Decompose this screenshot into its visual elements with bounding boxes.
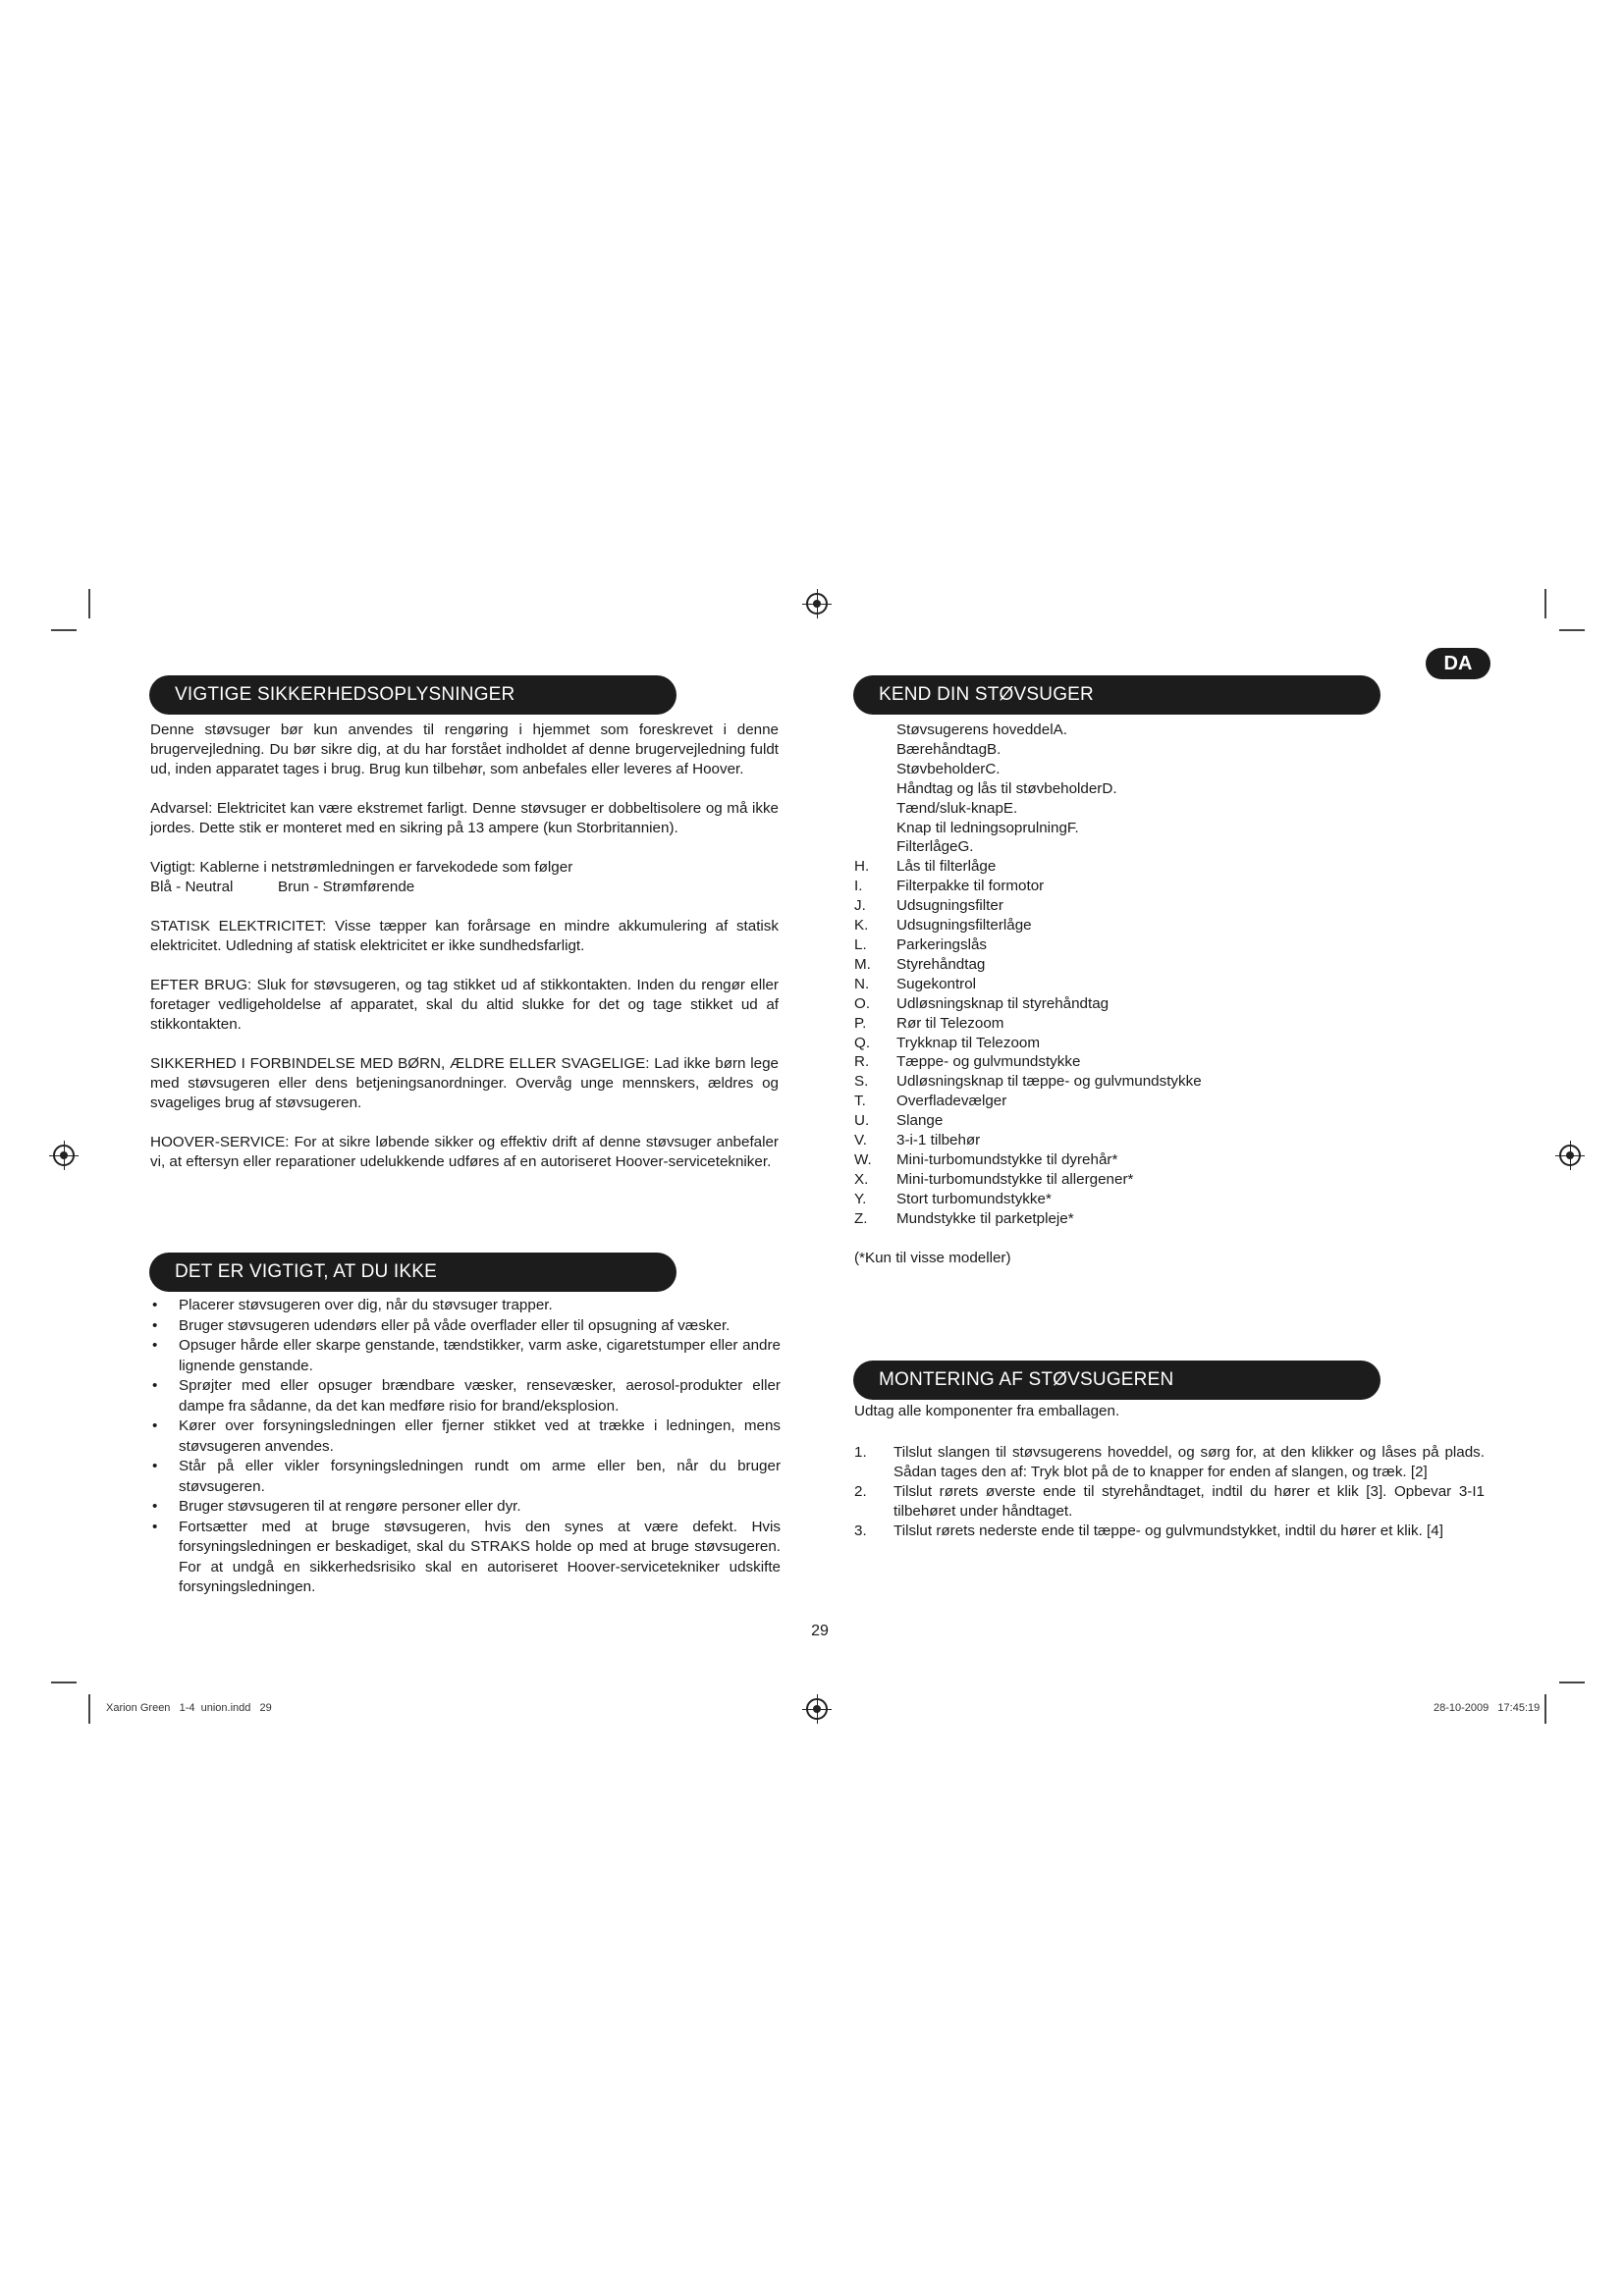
part-name: Mini-turbomundstykke til allergener*: [896, 1170, 1134, 1188]
dont-heading: DET ER VIGTIGT, AT DU IKKE: [149, 1253, 677, 1292]
list-item: [854, 1209, 1404, 1229]
part-name: Rør til Telezoom: [896, 1014, 1004, 1032]
cable-colors: [150, 878, 779, 897]
list-item: [854, 955, 1404, 975]
list-item: [854, 1131, 1404, 1150]
assembly-steps: [854, 1443, 1485, 1541]
part-name: Knap til ledningsoprulningF.: [896, 819, 1079, 836]
registration-mark-icon: [806, 593, 828, 614]
part-name: Mundstykke til parketpleje*: [896, 1209, 1074, 1227]
part-name: FilterlågeG.: [896, 838, 974, 856]
step-number: 1.: [854, 1444, 867, 1461]
dont-list: [150, 1296, 781, 1598]
list-item: [854, 916, 1404, 935]
list-item: [854, 1170, 1404, 1190]
list-item: [854, 799, 1404, 819]
step-text: Tilslut rørets nederste ende til tæppe- og gulvmundstykket, indtil du hører et klik. [4]: [893, 1522, 1443, 1539]
step-text: Tilslut slangen til støvsugerens hoveddel, og sørg for, at den klikker og låses på plads. Sådan tages den af: Tryk blot på de to knapper for enden af slangen, og træk. [2]: [893, 1444, 1485, 1480]
part-letter: U.: [854, 1112, 870, 1130]
part-letter: H.: [854, 858, 870, 876]
part-name: Udløsningsknap til styrehåndtag: [896, 994, 1110, 1012]
list-item: [854, 760, 1404, 779]
part-letter: X.: [854, 1170, 869, 1188]
part-letter: K.: [854, 917, 869, 934]
part-name: Udsugningsfilter: [896, 897, 1003, 915]
part-letter: Q.: [854, 1034, 871, 1051]
list-item: [854, 740, 1404, 760]
list-item: [854, 1150, 1404, 1170]
part-name: Slange: [896, 1112, 944, 1130]
part-name: Lås til filterlåge: [896, 858, 997, 876]
part-name: Filterpakke til formotor: [896, 878, 1045, 895]
part-name: Udsugningsfilterlåge: [896, 917, 1032, 934]
list-item: [854, 857, 1404, 877]
safety-paragraph: Denne støvsuger bør kun anvendes til rengøring i hjemmet som foreskrevet i denne brugervejledning. Du bør sikre dig, at du har forstået indholdet af denne brugervejledning fuldt ud, inden apparatet tages i brug. Brug kun tilbehør, som anbefales eller leveres af Hoover.: [150, 721, 779, 777]
step-text: Tilslut rørets øverste ende til styrehåndtaget, indtil du hører et klik [3]. Opbevar 3-I1 tilbehøret under håndtaget.: [893, 1483, 1485, 1520]
static-paragraph: STATISK ELEKTRICITET: Visse tæpper kan forårsage en mindre akkumulering af statisk elektricitet. Udledning af statisk elektricitet er ikke sundhedsfarligt.: [150, 918, 779, 954]
part-name: Parkeringslås: [896, 935, 988, 953]
crop-mark: [88, 1694, 90, 1724]
part-name: Stort turbomundstykke*: [896, 1190, 1052, 1207]
after-use-paragraph: EFTER BRUG: Sluk for støvsugeren, og tag stikket ud af stikkontakten. Inden du rengør eller foretager vedligeholdelse af apparatet, skal du altid slukke for det og tage stikket ud af stikkontakten.: [150, 977, 779, 1033]
list-item: [854, 1092, 1404, 1111]
step-number: 2.: [854, 1483, 867, 1500]
registration-mark-icon: [806, 1698, 828, 1720]
part-letter: M.: [854, 955, 871, 973]
list-item: • Placerer støvsugeren over dig, når du støvsuger trapper.: [150, 1296, 781, 1316]
part-letter: V.: [854, 1132, 867, 1149]
parts-footnote: (*Kun til visse modeller): [854, 1250, 1011, 1266]
list-item: [854, 994, 1404, 1014]
part-letter: Y.: [854, 1190, 867, 1207]
list-item: • Bruger støvsugeren udendørs eller på våde overflader eller til opsugning af væsker.: [150, 1316, 781, 1337]
crop-mark: [51, 1682, 77, 1683]
know-heading: KEND DIN STØVSUGER: [853, 675, 1380, 715]
part-name: Tænd/sluk-knapE.: [896, 799, 1018, 817]
service-paragraph: HOOVER-SERVICE: For at sikre løbende sikker og effektiv drift af denne støvsuger anbefaler vi, at eftersyn eller reparationer udelukkende udføres af en autoriseret Hoover-servicetekniker.: [150, 1134, 779, 1170]
language-badge: DA: [1426, 648, 1490, 679]
part-letter: J.: [854, 897, 866, 915]
part-name: Støvsugerens hoveddelA.: [896, 721, 1067, 738]
list-item: • Sprøjter med eller opsuger brændbare væsker, rensevæsker, aerosol-produkter eller dampe fra sådanne, da det kan medføre risio for brand/eksplosion.: [150, 1376, 781, 1416]
slug-filename: Xarion Green 1-4 union.indd 29: [106, 1702, 272, 1714]
list-item: [854, 1014, 1404, 1034]
cable-brown-label: Brun - Strømførende: [278, 879, 415, 895]
part-name: Trykknap til Telezoom: [896, 1034, 1041, 1051]
list-item: • Fortsætter med at bruge støvsugeren, hvis den synes at være defekt. Hvis forsyningsledningen er beskadiget, skal du STRAKS holde op med at bruge støvsugeren. For at undgå en sikkerhedsrisiko skal en autoriseret Hoover-servicetekniker udskifte forsyningsledningen.: [150, 1518, 781, 1598]
part-letter: O.: [854, 994, 871, 1012]
part-name: Håndtag og lås til støvbeholderD.: [896, 779, 1117, 797]
crop-mark: [1559, 629, 1585, 631]
slug-timestamp: 28-10-2009 17:45:19: [1434, 1702, 1541, 1714]
part-name: Styrehåndtag: [896, 955, 986, 973]
step-number: 3.: [854, 1522, 867, 1539]
part-name: StøvbeholderC.: [896, 760, 1001, 777]
part-name: Udløsningsknap til tæppe- og gulvmundstykke: [896, 1073, 1202, 1091]
part-name: 3-i-1 tilbehør: [896, 1132, 981, 1149]
list-item: • Kører over forsyningsledningen eller fjerner stikket ved at trække i ledningen, mens støvsugeren anvendes.: [150, 1416, 781, 1457]
cable-info: [150, 858, 779, 897]
crop-mark: [1559, 1682, 1585, 1683]
list-item: [854, 935, 1404, 955]
warning-paragraph: Advarsel: Elektricitet kan være ekstremet farligt. Denne støvsuger er dobbeltisolere og må ikke jordes. Dette stik er monteret med en sikring på 13 ampere (kun Storbritannien).: [150, 800, 779, 836]
list-item: [854, 877, 1404, 896]
part-letter: I.: [854, 878, 863, 895]
list-item: [854, 819, 1404, 838]
part-name: BærehåndtagB.: [896, 740, 1001, 758]
part-name: Overfladevælger: [896, 1093, 1007, 1110]
crop-mark: [1544, 589, 1546, 618]
crop-mark: [51, 629, 77, 631]
part-letter: T.: [854, 1093, 866, 1110]
list-item: [854, 779, 1404, 799]
cable-blue-label: Blå - Neutral: [150, 879, 234, 895]
part-letter: S.: [854, 1073, 869, 1091]
list-item: [854, 1072, 1404, 1092]
assembly-intro: Udtag alle komponenter fra emballagen.: [854, 1403, 1120, 1419]
part-letter: L.: [854, 935, 867, 953]
part-letter: N.: [854, 975, 870, 992]
part-letter: P.: [854, 1014, 867, 1032]
list-item: [854, 975, 1404, 994]
children-safety-paragraph: SIKKERHED I FORBINDELSE MED BØRN, ÆLDRE ELLER SVAGELIGE: Lad ikke børn lege med støvsugeren eller dens betjeningsanordninger. Overvåg unge mennskers, ældres og svageliges brug af støvsugeren.: [150, 1055, 779, 1111]
part-letter: W.: [854, 1150, 872, 1168]
part-name: Mini-turbomundstykke til dyrehår*: [896, 1150, 1118, 1168]
list-item: [854, 1111, 1404, 1131]
list-item: [854, 721, 1404, 740]
part-name: Sugekontrol: [896, 975, 977, 992]
crop-mark: [88, 589, 90, 618]
list-item: [854, 1052, 1404, 1072]
part-letter: Z.: [854, 1209, 868, 1227]
list-item: • Bruger støvsugeren til at rengøre personer eller dyr.: [150, 1497, 781, 1518]
list-item: [854, 1190, 1404, 1209]
safety-heading: VIGTIGE SIKKERHEDSOPLYSNINGER: [149, 675, 677, 715]
registration-mark-icon: [53, 1145, 75, 1166]
crop-mark: [1544, 1694, 1546, 1724]
list-item: [854, 837, 1404, 857]
registration-mark-icon: [1559, 1145, 1581, 1166]
list-item: [854, 1443, 1485, 1482]
list-item: • Står på eller vikler forsyningsledningen rundt om arme eller ben, når du bruger støvsugeren.: [150, 1457, 781, 1497]
list-item: • Opsuger hårde eller skarpe genstande, tændstikker, varm aske, cigaretstumper eller andre lignende genstande.: [150, 1336, 781, 1376]
part-letter: R.: [854, 1053, 870, 1071]
list-item: [854, 1522, 1485, 1541]
list-item: [854, 1034, 1404, 1053]
list-item: [854, 896, 1404, 916]
part-name: Tæppe- og gulvmundstykke: [896, 1053, 1081, 1071]
parts-list: [854, 721, 1404, 1229]
page-number: 29: [811, 1623, 829, 1639]
cable-intro: Vigtigt: Kablerne i netstrømledningen er farvekodede som følger: [150, 859, 573, 876]
list-item: [854, 1482, 1485, 1522]
assembly-heading: MONTERING AF STØVSUGEREN: [853, 1361, 1380, 1400]
